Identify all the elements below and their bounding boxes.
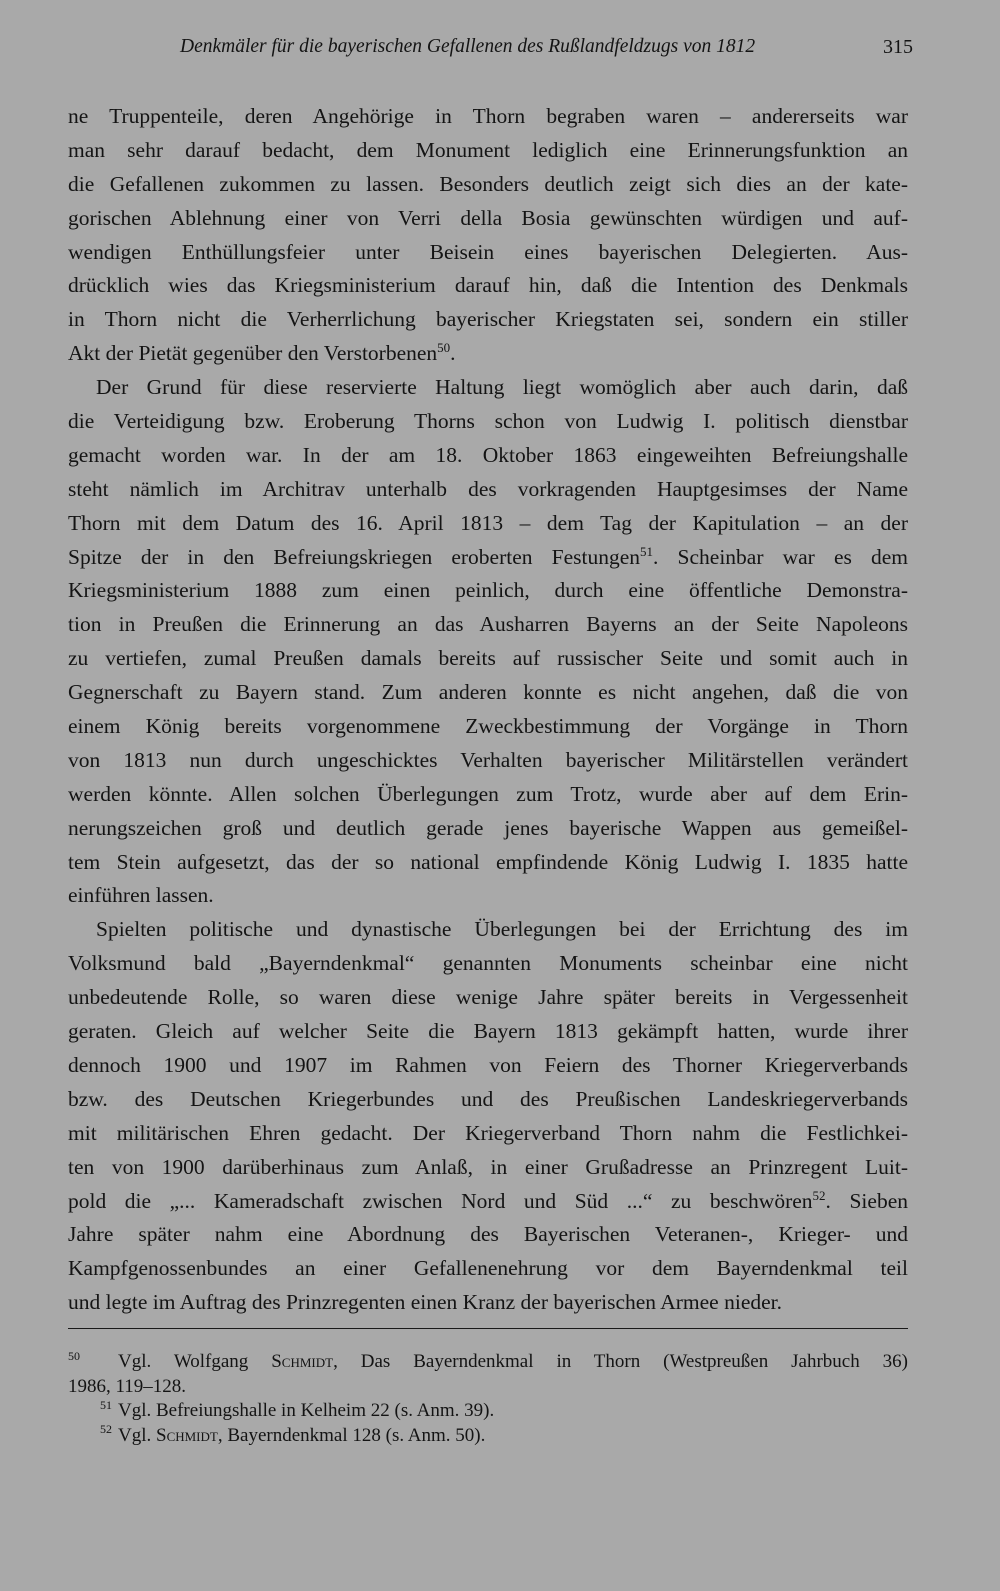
text-line: Akt der Pietät gegenüber den Verstorbenen$^{50}$. bbox=[68, 340, 456, 366]
text-line: ne Truppenteile, deren Angehörige in Thorn begraben waren – andererseits war bbox=[68, 104, 908, 128]
text-line: in Thorn nicht die Verherrlichung bayerischer Kriegstaten sei, sondern ein stiller bbox=[68, 307, 908, 332]
text-line: einführen lassen. bbox=[68, 883, 214, 908]
text-line: tem Stein aufgesetzt, das der so national empfindende König Ludwig I. 1835 hatte bbox=[68, 849, 908, 874]
text-line: tion in Preußen die Erinnerung an das Ausharren Bayerns an der Seite Napoleons bbox=[68, 612, 908, 637]
footnote-ref: 50 bbox=[437, 340, 451, 356]
text-line: steht nämlich im Architrav unterhalb des vorkragenden Hauptgesimses der Name bbox=[68, 476, 908, 501]
text-line: Kampfgenossenbundes an einer Gefallenenehrung vor dem Bayerndenkmal teil bbox=[68, 1256, 908, 1281]
text-line: Der Grund für diese reservierte Haltung liegt womöglich aber auch darin, daß bbox=[96, 375, 908, 400]
text-line: Kriegsministerium 1888 zum einen peinlich, durch eine öffentliche Demonstra- bbox=[68, 578, 908, 603]
text-line: Gegnerschaft zu Bayern stand. Zum anderen konnte es nicht angehen, daß die von bbox=[68, 680, 908, 705]
text-line: zu vertiefen, zumal Preußen damals bereits auf russischer Seite und somit auch in bbox=[68, 646, 908, 671]
footnote-50: 50 Vgl. Wolfgang Schmidt, Das Bayerndenkmal in Thorn (Westpreußen Jahrbuch 36) bbox=[68, 1348, 908, 1372]
text-line: Jahre später nahm eine Abordnung des Bayerischen Veteranen-, Krieger- und bbox=[68, 1222, 908, 1247]
footnote-51: 51 Vgl. Befreiungshalle in Kelheim 22 (s. Anm. 39). bbox=[100, 1397, 495, 1421]
footnote-separator bbox=[68, 1328, 908, 1329]
footnote-50-continuation: 1986, 119–128. bbox=[68, 1375, 187, 1397]
text-line: Thorn mit dem Datum des 16. April 1813 – dem Tag der Kapitulation – an der bbox=[68, 510, 908, 535]
text-line: einem König bereits vorgenommene Zweckbestimmung der Vorgänge in Thorn bbox=[68, 714, 908, 739]
text-line: dennoch 1900 und 1907 im Rahmen von Feiern des Thorner Kriegerverbands bbox=[68, 1052, 908, 1077]
text-line: drücklich wies das Kriegsministerium darauf hin, daß die Intention des Denkmals bbox=[68, 273, 908, 298]
text-line: und legte im Auftrag des Prinzregenten einen Kranz der bayerischen Armee nieder. bbox=[68, 1290, 783, 1315]
text-line: werden könnte. Allen solchen Überlegungen zum Trotz, wurde aber auf dem Erin- bbox=[68, 781, 908, 806]
text-line: ten von 1900 darüberhinaus zum Anlaß, in einer Grußadresse an Prinzregent Luit- bbox=[68, 1154, 908, 1179]
text-line: gemacht worden war. In der am 18. Oktober 1863 eingeweihten Befreiungshalle bbox=[68, 442, 908, 467]
text-line: gorischen Ablehnung einer von Verri della Bosia gewünschten würdigen und auf- bbox=[68, 205, 908, 230]
running-head-title: Denkmäler für die bayerischen Gefallenen des Rußlandfeldzugs von 1812 bbox=[180, 36, 756, 57]
text-line: nerungszeichen groß und deutlich gerade jenes bayerische Wappen aus gemeißel- bbox=[68, 815, 908, 840]
text-line: geraten. Gleich auf welcher Seite die Bayern 1813 gekämpft hatten, wurde ihrer bbox=[68, 1019, 908, 1044]
footnote-52: 52 Vgl. Schmidt, Bayerndenkmal 128 (s. Anm. 50). bbox=[100, 1422, 486, 1446]
text-line: bzw. des Deutschen Kriegerbundes und des Preußischen Landeskriegerverbands bbox=[68, 1086, 908, 1111]
page-number: 315 bbox=[883, 36, 913, 58]
text-line: die Gefallenen zukommen zu lassen. Besonders deutlich zeigt sich dies an der kate- bbox=[68, 171, 908, 196]
text-line: unbedeutende Rolle, so waren diese wenige Jahre später bereits in Vergessenheit bbox=[68, 985, 908, 1010]
text-line: Spitze der in den Befreiungskriegen eroberten Festungen$^{51}$. Scheinbar war es dem bbox=[68, 543, 908, 569]
text-line: die Verteidigung bzw. Eroberung Thorns schon von Ludwig I. politisch dienstbar bbox=[68, 409, 908, 434]
footnote-ref: 52 bbox=[812, 1187, 826, 1203]
text-line: man sehr darauf bedacht, dem Monument lediglich eine Erinnerungsfunktion an bbox=[68, 137, 908, 162]
text-line: mit militärischen Ehren gedacht. Der Kriegerverband Thorn nahm die Festlichkei- bbox=[68, 1120, 908, 1145]
text-line: Spielten politische und dynastische Überlegungen bei der Errichtung des im bbox=[96, 917, 908, 942]
body-text bbox=[68, 100, 908, 1320]
text-line: Volksmund bald „Bayerndenkmal“ genannten Monuments scheinbar eine nicht bbox=[68, 951, 908, 976]
text-line: pold die „... Kameradschaft zwischen Nord und Süd ...“ zu beschwören$^{52}$. Sieben bbox=[68, 1187, 908, 1213]
footnote-ref: 51 bbox=[640, 543, 654, 559]
footnotes bbox=[68, 1350, 908, 1448]
text-line: wendigen Enthüllungsfeier unter Beisein eines bayerischen Delegierten. Aus- bbox=[68, 239, 908, 264]
text-line: von 1813 nun durch ungeschicktes Verhalten bayerischer Militärstellen verändert bbox=[68, 747, 908, 772]
